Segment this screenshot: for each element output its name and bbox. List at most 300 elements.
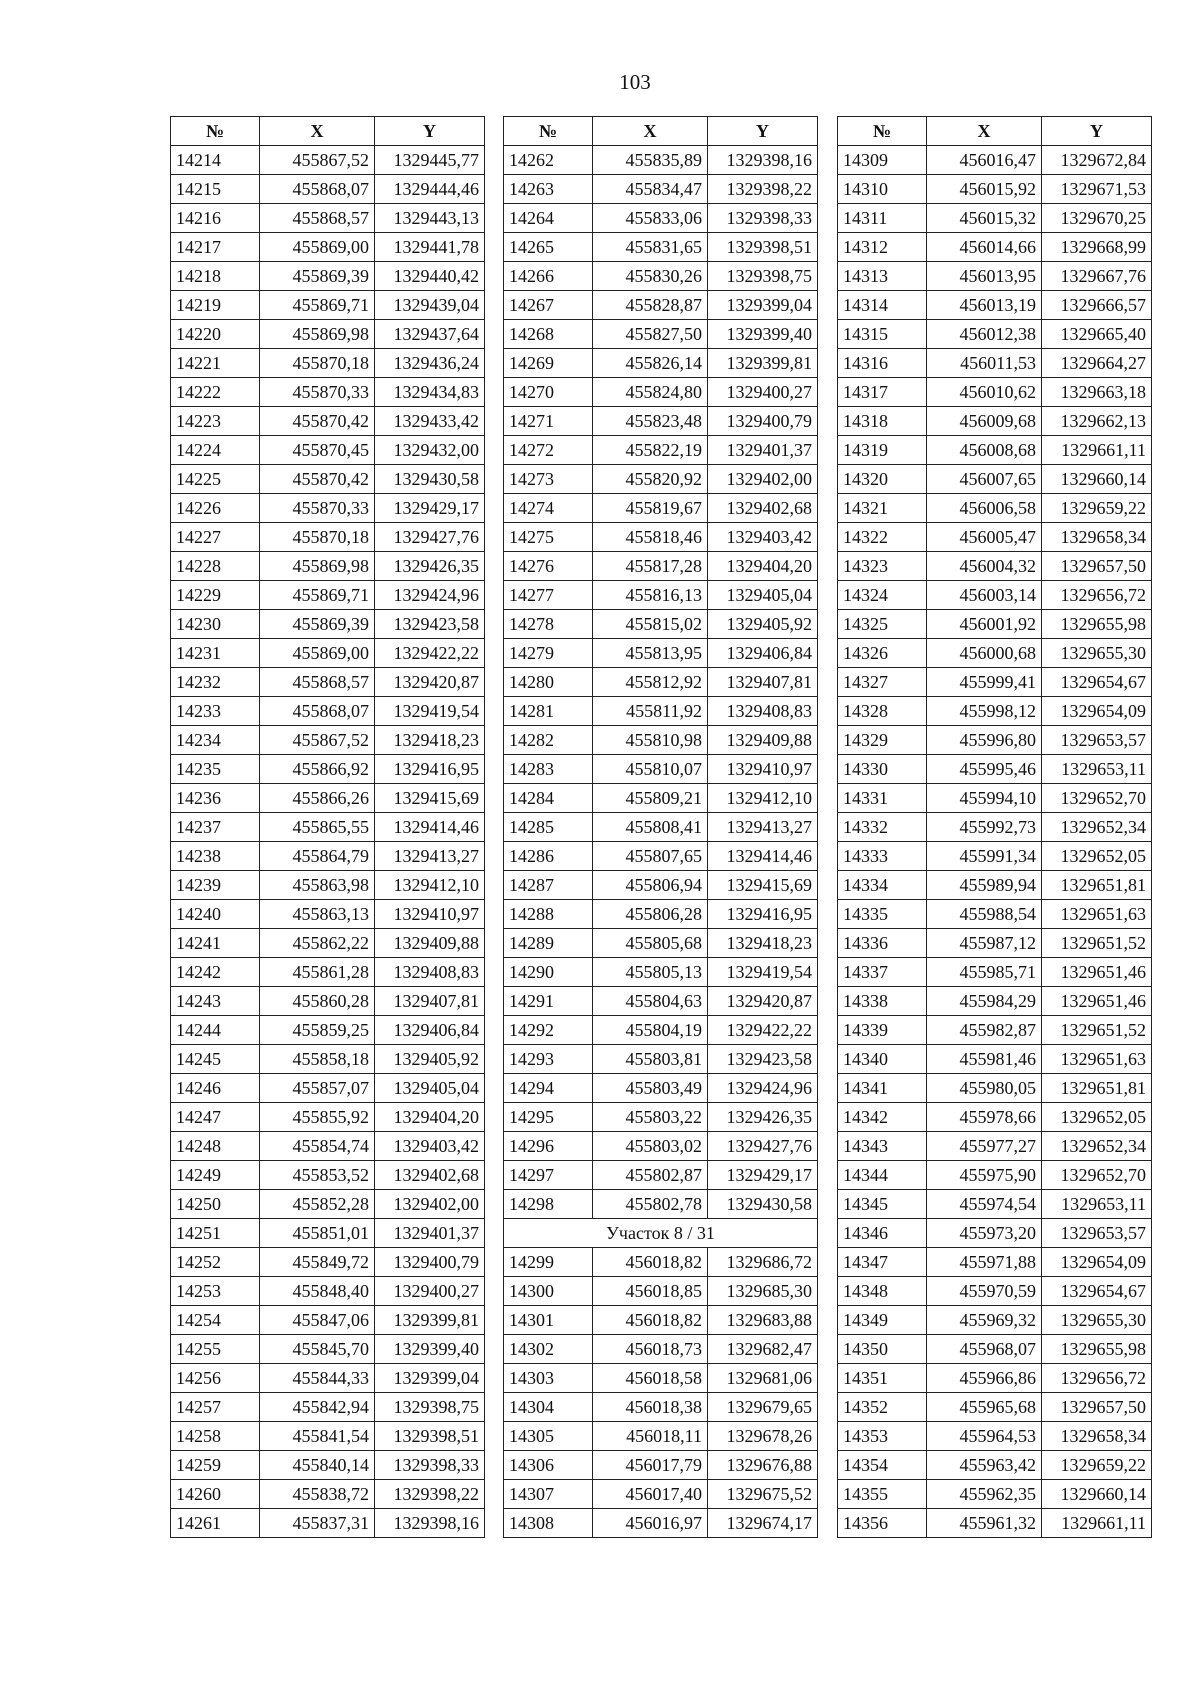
y-coordinate-cell: 1329665,40: [1042, 320, 1152, 349]
x-coordinate-cell: 455869,71: [260, 581, 375, 610]
table-row: [838, 465, 1152, 494]
point-number-cell: 14283: [504, 755, 593, 784]
y-coordinate-cell: 1329653,11: [1042, 755, 1152, 784]
y-coordinate-cell: 1329426,35: [708, 1103, 818, 1132]
x-coordinate-cell: 456015,32: [927, 204, 1042, 233]
x-coordinate-cell: 455824,80: [593, 378, 708, 407]
table-row: [504, 233, 818, 262]
x-coordinate-cell: 455827,50: [593, 320, 708, 349]
y-coordinate-cell: 1329681,06: [708, 1364, 818, 1393]
y-coordinate-cell: 1329406,84: [375, 1016, 485, 1045]
y-coordinate-cell: 1329420,87: [375, 668, 485, 697]
table-row: [171, 233, 485, 262]
point-number-cell: 14245: [171, 1045, 260, 1074]
x-coordinate-cell: 456018,73: [593, 1335, 708, 1364]
y-coordinate-cell: 1329402,68: [375, 1161, 485, 1190]
y-coordinate-cell: 1329682,47: [708, 1335, 818, 1364]
y-coordinate-cell: 1329407,81: [708, 668, 818, 697]
table-row: [838, 1393, 1152, 1422]
point-number-cell: 14257: [171, 1393, 260, 1422]
point-number-cell: 14252: [171, 1248, 260, 1277]
table-row: [504, 1277, 818, 1306]
y-coordinate-cell: 1329652,70: [1042, 1161, 1152, 1190]
point-number-cell: 14220: [171, 320, 260, 349]
table-row: [838, 262, 1152, 291]
table-row: [838, 1277, 1152, 1306]
table-row: [504, 378, 818, 407]
x-coordinate-cell: 455853,52: [260, 1161, 375, 1190]
x-coordinate-cell: 456004,32: [927, 552, 1042, 581]
point-number-cell: 14300: [504, 1277, 593, 1306]
table-row: [838, 900, 1152, 929]
x-coordinate-cell: 456009,68: [927, 407, 1042, 436]
y-coordinate-cell: 1329399,81: [375, 1306, 485, 1335]
point-number-cell: 14304: [504, 1393, 593, 1422]
y-coordinate-cell: 1329443,13: [375, 204, 485, 233]
table-row: [171, 871, 485, 900]
point-number-cell: 14297: [504, 1161, 593, 1190]
table-row: [504, 1161, 818, 1190]
point-number-cell: 14268: [504, 320, 593, 349]
table-row: [171, 523, 485, 552]
y-coordinate-cell: 1329398,33: [708, 204, 818, 233]
y-coordinate-cell: 1329658,34: [1042, 1422, 1152, 1451]
table-row: [838, 204, 1152, 233]
y-coordinate-cell: 1329672,84: [1042, 146, 1152, 175]
table-row: [171, 755, 485, 784]
point-number-cell: 14274: [504, 494, 593, 523]
point-number-cell: 14216: [171, 204, 260, 233]
y-coordinate-cell: 1329651,52: [1042, 1016, 1152, 1045]
table-row: [504, 465, 818, 494]
table-row: [838, 1480, 1152, 1509]
x-coordinate-cell: 455984,29: [927, 987, 1042, 1016]
x-coordinate-cell: 456003,14: [927, 581, 1042, 610]
point-number-cell: 14345: [838, 1190, 927, 1219]
y-coordinate-cell: 1329419,54: [375, 697, 485, 726]
y-coordinate-cell: 1329423,58: [708, 1045, 818, 1074]
x-coordinate-cell: 455822,19: [593, 436, 708, 465]
y-coordinate-cell: 1329424,96: [708, 1074, 818, 1103]
y-coordinate-cell: 1329444,46: [375, 175, 485, 204]
point-number-cell: 14337: [838, 958, 927, 987]
y-coordinate-cell: 1329651,63: [1042, 900, 1152, 929]
y-coordinate-cell: 1329412,10: [708, 784, 818, 813]
point-number-cell: 14244: [171, 1016, 260, 1045]
y-coordinate-cell: 1329685,30: [708, 1277, 818, 1306]
table-row: [504, 1132, 818, 1161]
point-number-cell: 14255: [171, 1335, 260, 1364]
y-coordinate-cell: 1329661,11: [1042, 1509, 1152, 1538]
point-number-cell: 14276: [504, 552, 593, 581]
y-coordinate-cell: 1329410,97: [375, 900, 485, 929]
x-coordinate-cell: 455865,55: [260, 813, 375, 842]
x-coordinate-cell: 456016,97: [593, 1509, 708, 1538]
table-row: [504, 813, 818, 842]
table-row: [171, 610, 485, 639]
table-header-row: [504, 117, 818, 146]
y-coordinate-cell: 1329398,51: [708, 233, 818, 262]
point-number-cell: 14282: [504, 726, 593, 755]
point-number-cell: 14215: [171, 175, 260, 204]
y-coordinate-cell: 1329652,70: [1042, 784, 1152, 813]
y-coordinate-cell: 1329663,18: [1042, 378, 1152, 407]
point-number-cell: 14322: [838, 523, 927, 552]
y-coordinate-cell: 1329437,64: [375, 320, 485, 349]
x-coordinate-cell: 455866,26: [260, 784, 375, 813]
x-coordinate-cell: 455977,27: [927, 1132, 1042, 1161]
x-coordinate-cell: 455812,92: [593, 668, 708, 697]
x-coordinate-cell: 455809,21: [593, 784, 708, 813]
x-coordinate-cell: 455842,94: [260, 1393, 375, 1422]
point-number-cell: 14311: [838, 204, 927, 233]
x-coordinate-cell: 455835,89: [593, 146, 708, 175]
y-coordinate-cell: 1329398,16: [375, 1509, 485, 1538]
table-row: [171, 1248, 485, 1277]
point-number-cell: 14320: [838, 465, 927, 494]
point-number-cell: 14348: [838, 1277, 927, 1306]
point-number-cell: 14249: [171, 1161, 260, 1190]
point-number-cell: 14229: [171, 581, 260, 610]
y-coordinate-cell: 1329422,22: [375, 639, 485, 668]
table-row: [504, 900, 818, 929]
point-number-cell: 14225: [171, 465, 260, 494]
header-number: №: [171, 117, 260, 146]
table-row: [171, 320, 485, 349]
x-coordinate-cell: 455852,28: [260, 1190, 375, 1219]
table-row: [838, 668, 1152, 697]
y-coordinate-cell: 1329424,96: [375, 581, 485, 610]
x-coordinate-cell: 455998,12: [927, 697, 1042, 726]
point-number-cell: 14218: [171, 262, 260, 291]
x-coordinate-cell: 455805,13: [593, 958, 708, 987]
y-coordinate-cell: 1329429,17: [375, 494, 485, 523]
y-coordinate-cell: 1329652,05: [1042, 842, 1152, 871]
y-coordinate-cell: 1329403,42: [375, 1132, 485, 1161]
x-coordinate-cell: 455803,02: [593, 1132, 708, 1161]
x-coordinate-cell: 455973,20: [927, 1219, 1042, 1248]
x-coordinate-cell: 455870,18: [260, 349, 375, 378]
point-number-cell: 14295: [504, 1103, 593, 1132]
table-row: [504, 1509, 818, 1538]
x-coordinate-cell: 455868,07: [260, 697, 375, 726]
y-coordinate-cell: 1329399,04: [375, 1364, 485, 1393]
y-coordinate-cell: 1329674,17: [708, 1509, 818, 1538]
table-row: [504, 523, 818, 552]
x-coordinate-cell: 456011,53: [927, 349, 1042, 378]
y-coordinate-cell: 1329427,76: [375, 523, 485, 552]
y-coordinate-cell: 1329416,95: [375, 755, 485, 784]
table-row: [838, 233, 1152, 262]
point-number-cell: 14305: [504, 1422, 593, 1451]
y-coordinate-cell: 1329433,42: [375, 407, 485, 436]
table-row: [171, 465, 485, 494]
x-coordinate-cell: 455870,18: [260, 523, 375, 552]
point-number-cell: 14299: [504, 1248, 593, 1277]
table-row: [504, 1306, 818, 1335]
point-number-cell: 14330: [838, 755, 927, 784]
point-number-cell: 14232: [171, 668, 260, 697]
y-coordinate-cell: 1329405,92: [375, 1045, 485, 1074]
header-x: X: [593, 117, 708, 146]
x-coordinate-cell: 455974,54: [927, 1190, 1042, 1219]
table-row: [171, 1364, 485, 1393]
table-row: [504, 987, 818, 1016]
y-coordinate-cell: 1329426,35: [375, 552, 485, 581]
table-row: [171, 494, 485, 523]
x-coordinate-cell: 455869,00: [260, 233, 375, 262]
y-coordinate-cell: 1329399,81: [708, 349, 818, 378]
y-coordinate-cell: 1329434,83: [375, 378, 485, 407]
table-row: [171, 1103, 485, 1132]
table-row: [838, 1335, 1152, 1364]
point-number-cell: 14316: [838, 349, 927, 378]
point-number-cell: 14354: [838, 1451, 927, 1480]
x-coordinate-cell: 455867,52: [260, 146, 375, 175]
y-coordinate-cell: 1329654,67: [1042, 668, 1152, 697]
x-coordinate-cell: 455826,14: [593, 349, 708, 378]
header-y: Y: [708, 117, 818, 146]
table-row: [504, 581, 818, 610]
x-coordinate-cell: 455978,66: [927, 1103, 1042, 1132]
x-coordinate-cell: 456018,58: [593, 1364, 708, 1393]
point-number-cell: 14312: [838, 233, 927, 262]
point-number-cell: 14306: [504, 1451, 593, 1480]
point-number-cell: 14334: [838, 871, 927, 900]
table-header-row: [838, 117, 1152, 146]
table-row: [171, 726, 485, 755]
table-row: [504, 552, 818, 581]
y-coordinate-cell: 1329686,72: [708, 1248, 818, 1277]
table-row: [838, 1045, 1152, 1074]
point-number-cell: 14239: [171, 871, 260, 900]
x-coordinate-cell: 455996,80: [927, 726, 1042, 755]
table-row: [504, 726, 818, 755]
x-coordinate-cell: 455803,22: [593, 1103, 708, 1132]
table-row: [504, 639, 818, 668]
table-row: [171, 1016, 485, 1045]
point-number-cell: 14275: [504, 523, 593, 552]
x-coordinate-cell: 455869,00: [260, 639, 375, 668]
y-coordinate-cell: 1329415,69: [375, 784, 485, 813]
point-number-cell: 14280: [504, 668, 593, 697]
x-coordinate-cell: 455868,57: [260, 668, 375, 697]
y-coordinate-cell: 1329405,92: [708, 610, 818, 639]
x-coordinate-cell: 456006,58: [927, 494, 1042, 523]
y-coordinate-cell: 1329441,78: [375, 233, 485, 262]
x-coordinate-cell: 455864,79: [260, 842, 375, 871]
x-coordinate-cell: 455845,70: [260, 1335, 375, 1364]
y-coordinate-cell: 1329403,42: [708, 523, 818, 552]
y-coordinate-cell: 1329427,76: [708, 1132, 818, 1161]
point-number-cell: 14307: [504, 1480, 593, 1509]
y-coordinate-cell: 1329398,33: [375, 1451, 485, 1480]
table-row: [171, 378, 485, 407]
x-coordinate-cell: 456012,38: [927, 320, 1042, 349]
y-coordinate-cell: 1329400,27: [375, 1277, 485, 1306]
y-coordinate-cell: 1329418,23: [708, 929, 818, 958]
x-coordinate-cell: 455863,13: [260, 900, 375, 929]
y-coordinate-cell: 1329653,57: [1042, 1219, 1152, 1248]
table-row: [171, 146, 485, 175]
x-coordinate-cell: 455840,14: [260, 1451, 375, 1480]
table-row: [171, 668, 485, 697]
table-row: [838, 175, 1152, 204]
table-row: [504, 1364, 818, 1393]
table-row: [171, 1509, 485, 1538]
y-coordinate-cell: 1329668,99: [1042, 233, 1152, 262]
x-coordinate-cell: 455820,92: [593, 465, 708, 494]
x-coordinate-cell: 455861,28: [260, 958, 375, 987]
point-number-cell: 14303: [504, 1364, 593, 1393]
point-number-cell: 14323: [838, 552, 927, 581]
x-coordinate-cell: 456005,47: [927, 523, 1042, 552]
y-coordinate-cell: 1329653,11: [1042, 1190, 1152, 1219]
point-number-cell: 14234: [171, 726, 260, 755]
point-number-cell: 14279: [504, 639, 593, 668]
y-coordinate-cell: 1329416,95: [708, 900, 818, 929]
point-number-cell: 14352: [838, 1393, 927, 1422]
point-number-cell: 14277: [504, 581, 593, 610]
table-row: [504, 842, 818, 871]
y-coordinate-cell: 1329659,22: [1042, 1451, 1152, 1480]
table-row: [838, 987, 1152, 1016]
table-row: [504, 610, 818, 639]
y-coordinate-cell: 1329656,72: [1042, 581, 1152, 610]
point-number-cell: 14248: [171, 1132, 260, 1161]
point-number-cell: 14263: [504, 175, 593, 204]
point-number-cell: 14335: [838, 900, 927, 929]
x-coordinate-cell: 455802,78: [593, 1190, 708, 1219]
point-number-cell: 14318: [838, 407, 927, 436]
y-coordinate-cell: 1329656,72: [1042, 1364, 1152, 1393]
x-coordinate-cell: 455848,40: [260, 1277, 375, 1306]
x-coordinate-cell: 455807,65: [593, 842, 708, 871]
x-coordinate-cell: 455830,26: [593, 262, 708, 291]
x-coordinate-cell: 455841,54: [260, 1422, 375, 1451]
point-number-cell: 14262: [504, 146, 593, 175]
table-row: [838, 1364, 1152, 1393]
x-coordinate-cell: 456018,85: [593, 1277, 708, 1306]
table-row: [171, 1480, 485, 1509]
y-coordinate-cell: 1329402,00: [708, 465, 818, 494]
x-coordinate-cell: 455869,98: [260, 320, 375, 349]
point-number-cell: 14233: [171, 697, 260, 726]
point-number-cell: 14284: [504, 784, 593, 813]
point-number-cell: 14259: [171, 1451, 260, 1480]
point-number-cell: 14224: [171, 436, 260, 465]
table-row: [504, 929, 818, 958]
point-number-cell: 14237: [171, 813, 260, 842]
point-number-cell: 14314: [838, 291, 927, 320]
table-row: [504, 436, 818, 465]
point-number-cell: 14242: [171, 958, 260, 987]
table-row: [838, 1451, 1152, 1480]
table-row: [504, 958, 818, 987]
y-coordinate-cell: 1329652,34: [1042, 813, 1152, 842]
y-coordinate-cell: 1329410,97: [708, 755, 818, 784]
y-coordinate-cell: 1329418,23: [375, 726, 485, 755]
table-row: [171, 987, 485, 1016]
y-coordinate-cell: 1329678,26: [708, 1422, 818, 1451]
table-row: [504, 668, 818, 697]
table-row: [171, 581, 485, 610]
y-coordinate-cell: 1329667,76: [1042, 262, 1152, 291]
point-number-cell: 14290: [504, 958, 593, 987]
y-coordinate-cell: 1329405,04: [375, 1074, 485, 1103]
y-coordinate-cell: 1329676,88: [708, 1451, 818, 1480]
y-coordinate-cell: 1329405,04: [708, 581, 818, 610]
x-coordinate-cell: 455813,95: [593, 639, 708, 668]
x-coordinate-cell: 456018,11: [593, 1422, 708, 1451]
header-x: X: [260, 117, 375, 146]
table-row: [504, 1451, 818, 1480]
point-number-cell: 14313: [838, 262, 927, 291]
y-coordinate-cell: 1329398,51: [375, 1422, 485, 1451]
header-number: №: [504, 117, 593, 146]
y-coordinate-cell: 1329399,40: [375, 1335, 485, 1364]
y-coordinate-cell: 1329651,52: [1042, 929, 1152, 958]
table-row: [838, 1509, 1152, 1538]
x-coordinate-cell: 455868,57: [260, 204, 375, 233]
x-coordinate-cell: 455970,59: [927, 1277, 1042, 1306]
table-row: [838, 1219, 1152, 1248]
x-coordinate-cell: 455991,34: [927, 842, 1042, 871]
point-number-cell: 14294: [504, 1074, 593, 1103]
x-coordinate-cell: 455862,22: [260, 929, 375, 958]
point-number-cell: 14272: [504, 436, 593, 465]
y-coordinate-cell: 1329655,30: [1042, 1306, 1152, 1335]
x-coordinate-cell: 455851,01: [260, 1219, 375, 1248]
x-coordinate-cell: 455833,06: [593, 204, 708, 233]
point-number-cell: 14219: [171, 291, 260, 320]
table-row: [504, 871, 818, 900]
x-coordinate-cell: 455964,53: [927, 1422, 1042, 1451]
point-number-cell: 14327: [838, 668, 927, 697]
x-coordinate-cell: 455855,92: [260, 1103, 375, 1132]
table-row: [171, 813, 485, 842]
y-coordinate-cell: 1329657,50: [1042, 552, 1152, 581]
table-row: [838, 610, 1152, 639]
y-coordinate-cell: 1329651,46: [1042, 958, 1152, 987]
point-number-cell: 14329: [838, 726, 927, 755]
header-x: X: [927, 117, 1042, 146]
y-coordinate-cell: 1329660,14: [1042, 1480, 1152, 1509]
y-coordinate-cell: 1329422,22: [708, 1016, 818, 1045]
x-coordinate-cell: 455870,33: [260, 378, 375, 407]
table-header-row: [171, 117, 485, 146]
x-coordinate-cell: 455869,39: [260, 262, 375, 291]
point-number-cell: 14332: [838, 813, 927, 842]
x-coordinate-cell: 455975,90: [927, 1161, 1042, 1190]
point-number-cell: 14266: [504, 262, 593, 291]
table-row: [838, 813, 1152, 842]
y-coordinate-cell: 1329406,84: [708, 639, 818, 668]
y-coordinate-cell: 1329423,58: [375, 610, 485, 639]
point-number-cell: 14293: [504, 1045, 593, 1074]
y-coordinate-cell: 1329445,77: [375, 146, 485, 175]
table-row: [838, 407, 1152, 436]
point-number-cell: 14265: [504, 233, 593, 262]
section-label: Участок 8 / 31: [504, 1219, 818, 1248]
y-coordinate-cell: 1329401,37: [375, 1219, 485, 1248]
point-number-cell: 14281: [504, 697, 593, 726]
table-row: [171, 958, 485, 987]
point-number-cell: 14256: [171, 1364, 260, 1393]
x-coordinate-cell: 455802,87: [593, 1161, 708, 1190]
header-y: Y: [1042, 117, 1152, 146]
point-number-cell: 14222: [171, 378, 260, 407]
